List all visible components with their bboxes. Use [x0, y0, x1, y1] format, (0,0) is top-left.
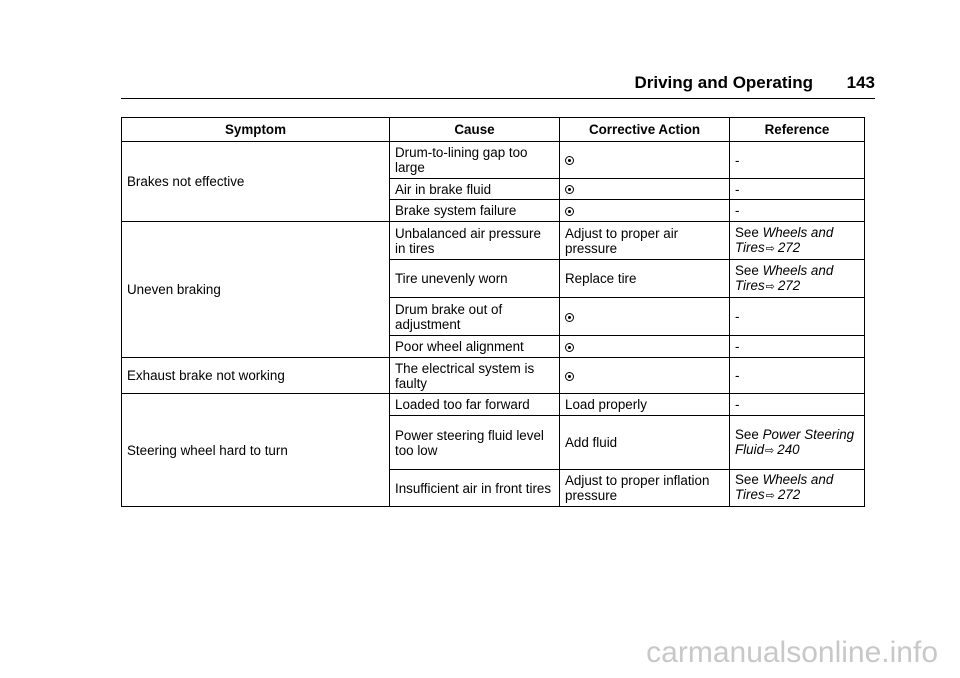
page-reference-icon: ⇨	[765, 444, 775, 457]
reference-prefix: See	[735, 224, 759, 240]
reference-prefix: See	[735, 262, 759, 278]
cause-cell: Air in brake fluid	[390, 179, 560, 200]
cause-cell: Tire unevenly worn	[390, 260, 560, 298]
symptom-cell: Uneven braking	[122, 222, 390, 358]
corrective-action-cell	[560, 200, 730, 222]
table-row	[122, 222, 865, 260]
corrective-action-cell: Adjust to proper inflation pressure	[560, 470, 730, 507]
corrective-action-cell	[560, 336, 730, 358]
page-reference-icon: ⇨	[765, 490, 775, 502]
reference-link[interactable]: Wheels and Tires	[735, 262, 834, 293]
reference-link[interactable]: Wheels and Tires	[735, 224, 834, 255]
dealer-service-icon	[565, 207, 574, 216]
cause-cell: Brake system failure	[390, 200, 560, 222]
table-row	[122, 394, 865, 416]
page-header	[121, 70, 875, 99]
table-row	[122, 142, 865, 179]
reference-cell: -	[730, 142, 865, 179]
corrective-action-cell: Adjust to proper air pressure	[560, 222, 730, 260]
reference-cell	[730, 416, 865, 470]
reference-page[interactable]: 240	[777, 441, 800, 457]
reference-cell	[730, 222, 865, 260]
cause-cell: Drum-to-lining gap too large	[390, 142, 560, 179]
cause-cell: Drum brake out of adjustment	[390, 298, 560, 336]
cause-cell: Power steering fluid level too low	[390, 416, 560, 470]
troubleshooting-table	[121, 117, 865, 507]
corrective-action-cell	[560, 142, 730, 179]
cause-cell: Loaded too far forward	[390, 394, 560, 416]
column-header-reference: Reference	[730, 118, 865, 142]
page-reference-icon: ⇨	[765, 280, 775, 293]
corrective-action-cell: Replace tire	[560, 260, 730, 298]
section-title: Driving and Operating	[634, 73, 813, 92]
column-header-corrective-action: Corrective Action	[560, 118, 730, 142]
dealer-service-icon	[565, 313, 574, 322]
cause-cell: Insufficient air in front tires	[390, 470, 560, 507]
page-reference-icon: ⇨	[765, 242, 775, 255]
reference-link[interactable]: Power Steering Fluid	[735, 426, 855, 457]
table-header-row	[122, 118, 865, 142]
column-header-symptom: Symptom	[122, 118, 390, 142]
corrective-action-cell	[560, 179, 730, 200]
reference-page[interactable]: 272	[777, 277, 801, 293]
reference-cell: -	[730, 179, 865, 200]
reference-cell: -	[730, 394, 865, 416]
reference-cell	[730, 260, 865, 298]
reference-prefix: See	[735, 426, 759, 442]
table-row	[122, 358, 865, 394]
cause-cell: Unbalanced air pressure in tires	[390, 222, 560, 260]
dealer-service-icon	[565, 372, 574, 381]
reference-page[interactable]: 272	[777, 487, 801, 502]
page-number: 143	[846, 73, 875, 92]
reference-link[interactable]: Wheels and Tires	[735, 472, 834, 502]
reference-prefix: See	[735, 472, 759, 487]
reference-cell: -	[730, 298, 865, 336]
cause-cell: Poor wheel alignment	[390, 336, 560, 358]
reference-cell	[730, 470, 865, 507]
column-header-cause: Cause	[390, 118, 560, 142]
table-body	[122, 142, 865, 507]
corrective-action-cell	[560, 358, 730, 394]
reference-cell: -	[730, 200, 865, 222]
dealer-service-icon	[565, 343, 574, 352]
reference-page[interactable]: 272	[777, 239, 801, 255]
watermark: carmanualsonline.info	[646, 636, 938, 669]
symptom-cell: Steering wheel hard to turn	[122, 394, 390, 507]
symptom-cell: Brakes not effective	[122, 142, 390, 222]
reference-cell: -	[730, 358, 865, 394]
dealer-service-icon	[565, 185, 574, 194]
symptom-cell: Exhaust brake not working	[122, 358, 390, 394]
cause-cell: The electrical system is faulty	[390, 358, 560, 394]
corrective-action-cell: Add fluid	[560, 416, 730, 470]
dealer-service-icon	[565, 156, 574, 165]
corrective-action-cell: Load properly	[560, 394, 730, 416]
corrective-action-cell	[560, 298, 730, 336]
reference-cell: -	[730, 336, 865, 358]
